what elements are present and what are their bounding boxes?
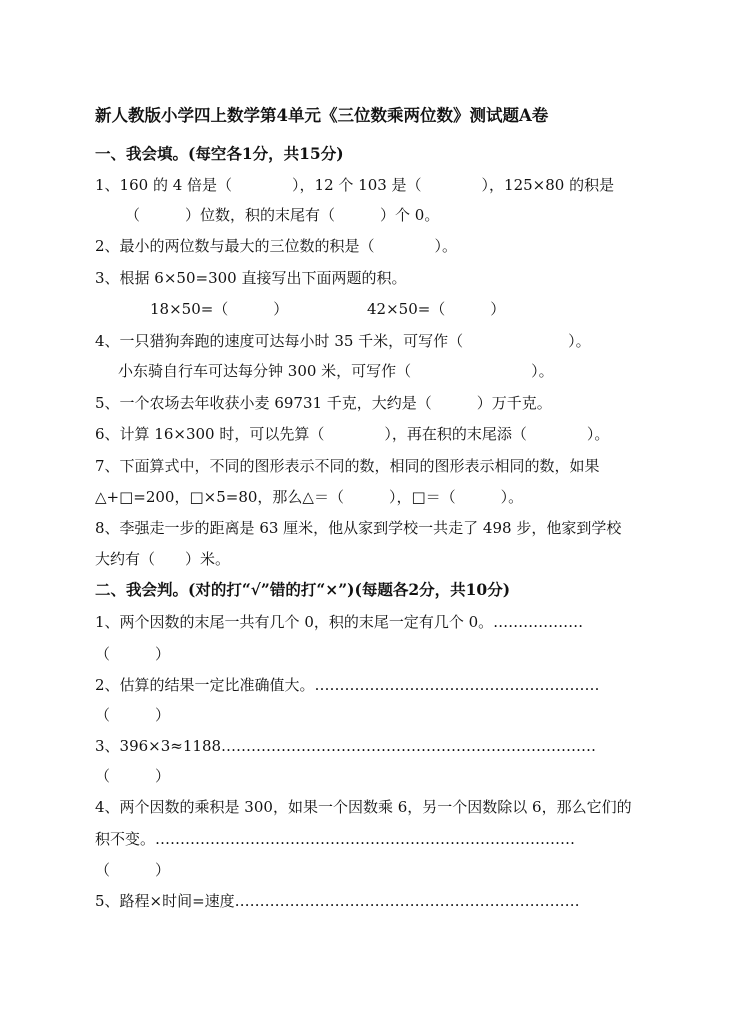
question-line: 2、估算的结果一定比准确值大。…………………………………………………	[95, 676, 600, 694]
question-line: 6、计算 16×300 时，可以先算（ ），再在积的末尾添（ ）。	[95, 425, 610, 443]
question-line: 小东骑自行车可达每分钟 300 米，可写作（ ）。	[118, 362, 554, 380]
answer-blank: （ ）	[95, 861, 171, 879]
question-line: 4、两个因数的乘积是 300，如果一个因数乘 6，另一个因数除以 6，那么它们的	[95, 798, 632, 816]
question-line: 积不变。…………………………………………………………………………	[95, 830, 576, 848]
question-line: 1、两个因数的末尾一共有几个 0，积的末尾一定有几个 0。………………	[95, 613, 584, 631]
answer-blank: （ ）	[95, 767, 171, 785]
answer-blank: （ ）	[95, 645, 171, 663]
question-line: 4、一只猎狗奔跑的速度可达每小时 35 千米，可写作（ ）。	[95, 332, 591, 350]
answer-blank: （ ）	[95, 706, 171, 724]
page-title: 新人教版小学四上数学第4单元《三位数乘两位数》测试题A卷	[95, 106, 549, 125]
question-line: 3、396×3≈1188…………………………………………………………………	[95, 737, 597, 755]
question-line: 5、路程×时间=速度……………………………………………………………	[95, 892, 580, 910]
question-line: 18×50=（ ）	[150, 300, 289, 318]
question-line: △+□=200，□×5=80，那么△＝（ ），□＝（ ）。	[95, 488, 524, 506]
question-line: 1、160 的 4 倍是（ ），12 个 103 是（ ），125×80 的积是	[95, 176, 615, 194]
question-line: （ ）位数，积的末尾有（ ）个 0。	[125, 206, 440, 224]
question-line: 5、一个农场去年收获小麦 69731 千克，大约是（ ）万千克。	[95, 394, 552, 412]
question-line: 2、最小的两位数与最大的三位数的积是（ ）。	[95, 237, 458, 255]
question-line: 大约有（ ）米。	[95, 550, 231, 568]
section-1-heading: 一、我会填。(每空各1分，共15分)	[95, 144, 344, 163]
question-line: 42×50=（ ）	[367, 300, 506, 318]
section-2-heading: 二、我会判。(对的打“√”错的打“×”)(每题各2分，共10分)	[95, 580, 511, 599]
question-line: 7、下面算式中，不同的图形表示不同的数，相同的图形表示相同的数，如果	[95, 457, 600, 475]
question-line: 3、根据 6×50=300 直接写出下面两题的积。	[95, 269, 407, 287]
question-line: 8、李强走一步的距离是 63 厘米，他从家到学校一共走了 498 步，他家到学校	[95, 519, 622, 537]
